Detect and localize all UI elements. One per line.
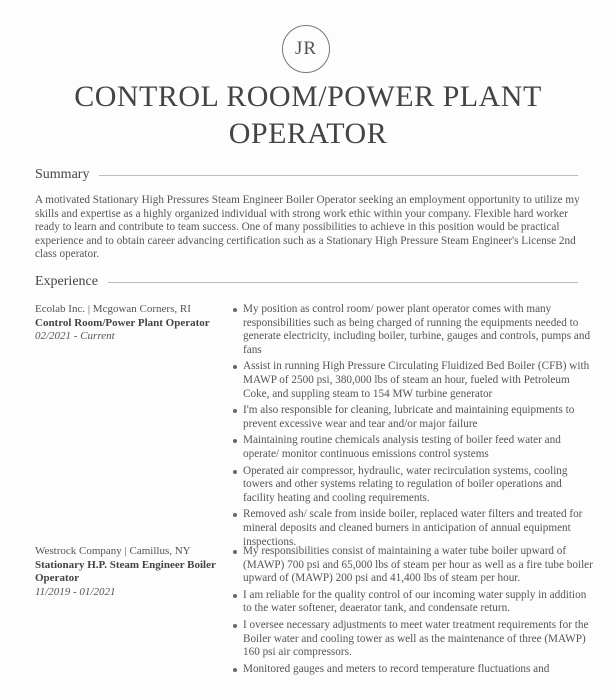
summary-heading: Summary — [35, 167, 578, 183]
bullet: My responsibilities consist of maintaining a water tube boiler upward of (MAWP) 700 psi and 65,000 lbs of steam per hour as well as a fire tube boiler upward of (MAWP) 200 psi and 41,400 lbs of steam per hour. — [243, 545, 593, 585]
bullet: I am reliable for the quality control of our incoming water supply in addition to the water softener, deaerator tank, and condensate return. — [243, 589, 593, 616]
bullet: My position as control room/ power plant operator comes with many responsibilities such as being charged of running the equipments needed to generate electricity, including boiler, turbine, gauges and controls, pumps and fans — [243, 303, 593, 357]
bullet: Assist in running High Pressure Circulating Fluidized Bed Boiler (CFB) with MAWP of 2500 psi, 380,000 lbs of steam an hour, fueled with Petroleum Coke, and suppling steam to 154 MW turbine generator — [243, 360, 593, 401]
divider — [99, 175, 578, 176]
page-title: CONTROL ROOM/POWER PLANT OPERATOR — [74, 80, 542, 150]
bullet: Maintaining routine chemicals analysis testing of boiler feed water and operate/ monitor continuous emissions control systems — [243, 434, 593, 461]
company: Westrock Company | Camillus, NY — [35, 545, 191, 557]
job-role: Control Room/Power Plant Operator — [35, 316, 210, 329]
job-bullets — [231, 303, 593, 552]
bullet: Monitored gauges and meters to record temperature fluctuations and — [243, 663, 593, 677]
bullet: I oversee necessary adjustments to meet water treatment requirements for the Boiler water and cooling tower as well as the maintenance of three (MAWP) 160 psi air compressors. — [243, 619, 593, 660]
company: Ecolab Inc. | Mcgowan Corners, RI — [35, 303, 191, 315]
job-role: Stationary H.P. Steam Engineer Boiler Operator — [35, 558, 216, 585]
monogram: JR — [282, 25, 330, 73]
bullet: Operated air compressor, hydraulic, water recirculation systems, cooling towers and other systems relating to regulation of boiler operations and facility heating and cooling requirements. — [243, 465, 593, 506]
job-dates: 11/2019 - 01/2021 — [35, 585, 116, 598]
experience-heading: Experience — [35, 274, 578, 290]
bullet: I'm also responsible for cleaning, lubricate and maintaining equipments to prevent excessive wear and tear and/or major failure — [243, 404, 593, 431]
job-bullets — [231, 545, 593, 679]
bullet: Removed ash/ scale from inside boiler, replaced water filters and treated for mineral deposits and cleaned burners in anticipation of annual equipment inspections. — [243, 508, 593, 549]
job-dates: 02/2021 - Current — [35, 330, 115, 343]
summary-text: A motivated Stationary High Pressures Steam Engineer Boiler Operator seeking an employment opportunity to utilize my skills and expertise as a highly organized individual with strong work ethic within your company. Flexible hard worker ready to learn and contribute to team success. One of many possibilities to achieve in this position would be practical experience and to obtain career advancing certification such as a Stationary High Pressure Steam Engineer's License 2nd class operator. — [35, 194, 580, 261]
divider — [108, 282, 578, 283]
